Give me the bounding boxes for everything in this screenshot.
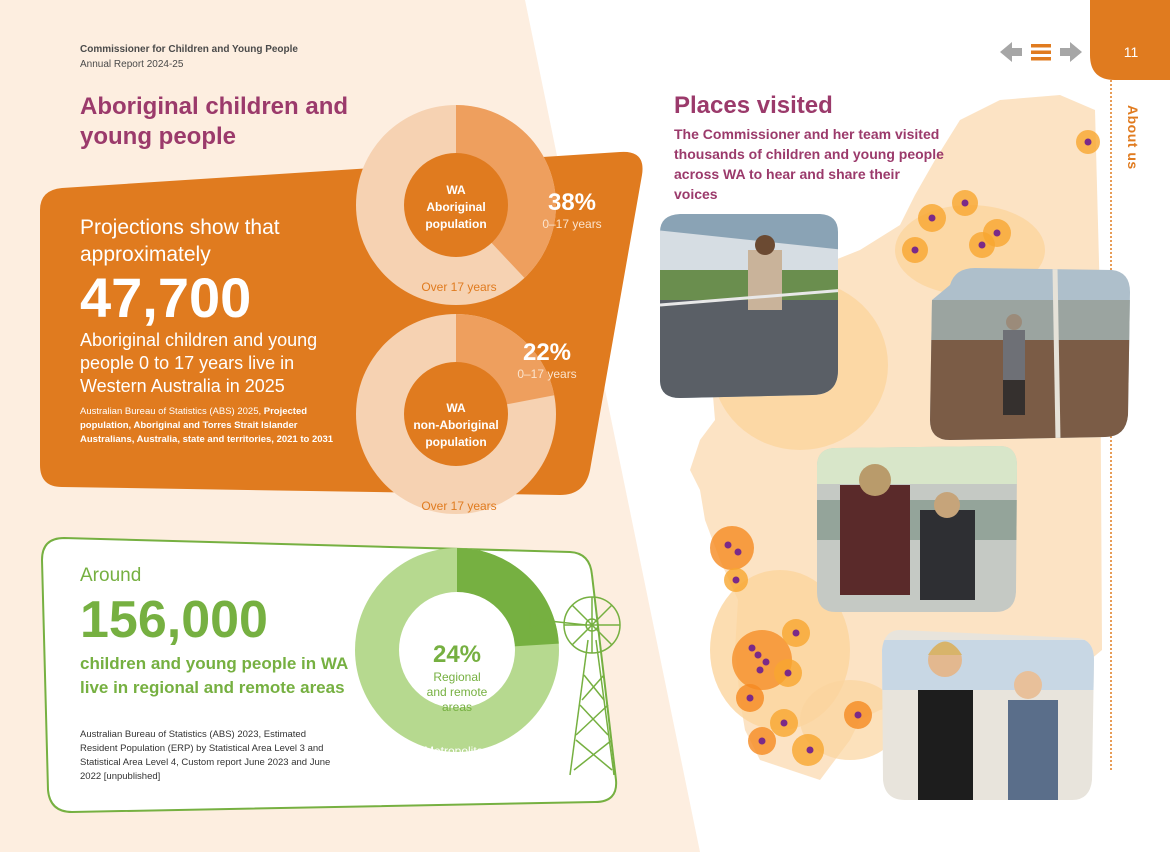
donut-aboriginal-over17-label: Over 17 years	[421, 280, 497, 294]
donut-non-aboriginal-0-17-label: 0–17 years	[517, 367, 577, 381]
visit-marker	[785, 670, 792, 677]
photo-verandah	[655, 210, 845, 405]
donut-regional-label: Regional and remote areas	[426, 670, 488, 714]
next-page-button[interactable]	[1058, 41, 1084, 63]
visit-marker	[735, 549, 742, 556]
photo-classroom	[812, 444, 1022, 616]
page-number-tab	[1090, 0, 1170, 80]
regional-number: 156,000	[80, 591, 268, 649]
projection-description: Aboriginal children and young people 0 to 17 years live in Western Australia in 2025	[80, 330, 318, 396]
regional-description: children and young people in WA live in regional and remote areas	[80, 654, 348, 697]
regional-source: Australian Bureau of Statistics (ABS) 2023, Estimated Resident Population (ERP) by Statistical Area Level 3 and Statistical Area Level 4, Custom report June 2023 and June 2022 [unpublished]	[80, 729, 331, 782]
visit-marker	[757, 667, 764, 674]
header-organisation: Commissioner for Children and Young People	[80, 44, 298, 55]
visit-marker	[763, 659, 770, 666]
menu-icon	[1028, 41, 1054, 63]
header-report-title: Annual Report 2024-25	[80, 59, 184, 70]
visit-marker	[929, 215, 936, 222]
visit-marker	[793, 630, 800, 637]
regional-lead-text: Around	[80, 565, 142, 586]
projection-source	[80, 405, 345, 447]
donut-regional-percent-label: 24%	[432, 641, 482, 668]
donut-aboriginal-0-17-label: 0–17 years	[542, 217, 602, 231]
photo-staff	[878, 625, 1098, 805]
visit-marker	[747, 695, 754, 702]
arrow-right-icon	[1058, 41, 1084, 63]
donut-aboriginal-percent-label: 38%	[547, 189, 597, 216]
visit-marker	[807, 747, 814, 754]
page-number: 11	[1123, 44, 1139, 60]
visit-marker	[979, 242, 986, 249]
menu-button[interactable]	[1028, 41, 1054, 63]
side-tab-about-us[interactable]: About us	[1125, 105, 1141, 170]
visit-marker	[710, 526, 754, 570]
visit-marker	[1085, 139, 1092, 146]
visit-marker	[725, 542, 732, 549]
donut-aboriginal-center-label: WA Aboriginal population	[425, 183, 487, 231]
visit-marker	[733, 577, 740, 584]
donut-metropolitan-label: Metropolitan	[423, 744, 491, 758]
donut-non-aboriginal-center-label: WA non-Aboriginal population	[413, 401, 499, 449]
visit-marker	[855, 712, 862, 719]
section-title-aboriginal: Aboriginal children and young people	[80, 93, 349, 150]
visit-marker	[749, 645, 756, 652]
donut-non-aboriginal-over17-label: Over 17 years	[421, 499, 497, 513]
visit-marker	[994, 230, 1001, 237]
visit-marker	[759, 738, 766, 745]
prev-page-button[interactable]	[998, 41, 1024, 63]
projection-source-title: Projected population, Aboriginal and Torres Strait Islander Australians, Australia, state and territories, 2021 to 2031	[80, 406, 334, 445]
section-title-places: Places visited	[674, 92, 833, 119]
visit-marker	[781, 720, 788, 727]
projection-lead-text: Projections show that approximately	[80, 216, 280, 266]
visit-marker	[755, 652, 762, 659]
arrow-left-icon	[998, 41, 1024, 63]
visit-marker	[912, 247, 919, 254]
photo-hiking	[925, 265, 1135, 445]
projection-source-plain: Australian Bureau of Statistics (ABS) 2025,	[80, 406, 262, 417]
donut-non-aboriginal-percent-label: 22%	[522, 339, 572, 366]
visit-marker	[962, 200, 969, 207]
projection-number: 47,700	[80, 266, 252, 329]
places-description: The Commissioner and her team visited thousands of children and young people across WA to hear and share their voices	[674, 126, 944, 202]
